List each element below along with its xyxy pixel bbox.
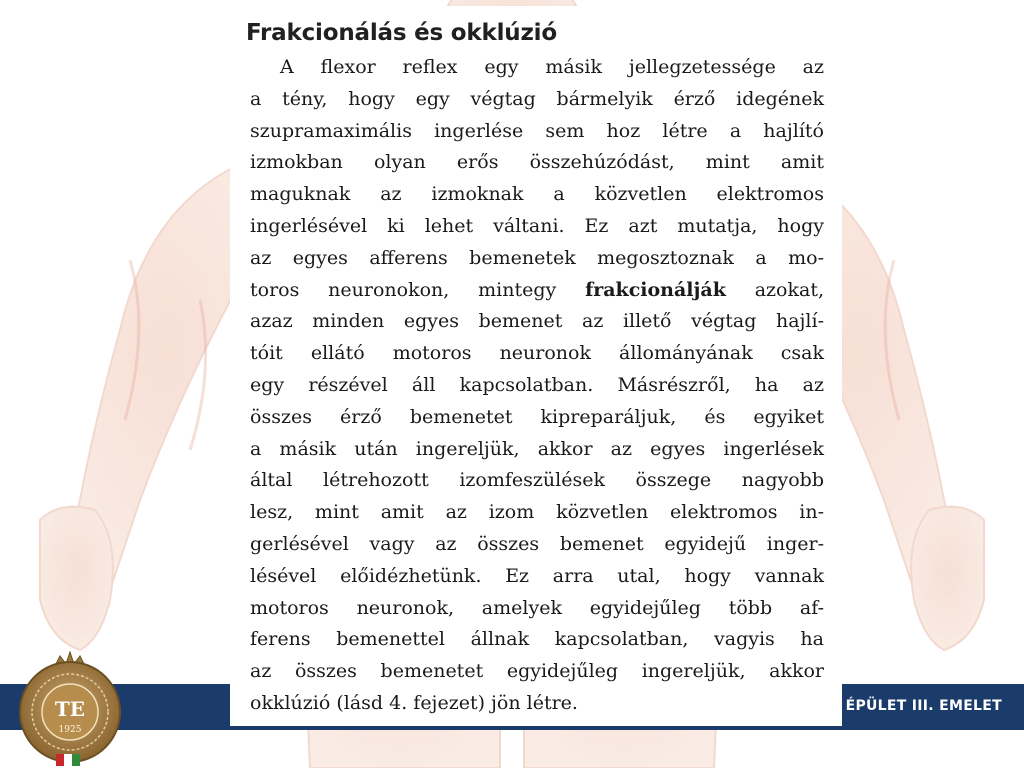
- seal-year: 1925: [58, 725, 82, 735]
- document-line: összes érző bemenetet kipreparáljuk, és egyiket: [250, 405, 824, 428]
- document-line: ferens bemenettel állnak kapcsolatban, vagyis ha: [250, 628, 824, 651]
- document-line: a másik után ingereljük, akkor az egyes ingerlések: [250, 437, 824, 460]
- seal-monogram: TE: [54, 697, 86, 721]
- document-line: motoros neuronok, amelyek egyidejűleg több af-: [250, 596, 824, 619]
- document-line: egy részével áll kapcsolatban. Másrészről, ha az: [250, 373, 824, 396]
- document-line: okklúzió (lásd 4. fejezet) jön létre.: [250, 691, 578, 714]
- document-line: az egyes afferens bemenetek megosztoznak a mo-: [250, 246, 824, 269]
- line-text: azokat,: [725, 278, 824, 301]
- document-line: ingerlésével ki lehet váltani. Ez azt mutatja, hogy: [250, 214, 824, 237]
- document-line: A flexor reflex egy másik jellegzetessége az: [280, 56, 824, 78]
- document-line: izmokban olyan erős összehúzódást, mint amit: [250, 151, 824, 174]
- location-label: ÉPÜLET III. EMELET: [845, 698, 1002, 714]
- document-title: Frakcionálás és okklúzió: [246, 20, 557, 46]
- document-line: szupramaximális ingerlése sem hoz létre a hajlító: [250, 119, 824, 142]
- document-line: tóit ellátó motoros neuronok állományának csak: [250, 342, 824, 365]
- line-text: toros neuronokon, mintegy: [250, 278, 586, 301]
- university-seal-icon: [16, 648, 124, 768]
- document-line: gerlésével vagy az összes bemenet egyidejű inger-: [250, 532, 824, 555]
- document-line: [250, 275, 824, 307]
- bold-term: frakcionálják: [585, 278, 726, 301]
- document-line: lesz, mint amit az izom közvetlen elektromos in-: [250, 501, 824, 524]
- document-line: azaz minden egyes bemenet az illető végtag hajlí-: [250, 310, 824, 333]
- document-line: lésével előidézhetünk. Ez arra utal, hogy vannak: [250, 564, 824, 587]
- document-line: maguknak az izmoknak a közvetlen elektromos: [250, 183, 824, 206]
- document-line: által létrehozott izomfeszülések összege nagyobb: [250, 469, 824, 492]
- document-line: a tény, hogy egy végtag bármelyik érző idegének: [250, 87, 824, 110]
- scanned-document-page: [230, 6, 842, 726]
- document-line: az összes bemenetet egyidejűleg ingereljük, akkor: [250, 660, 824, 683]
- document-body: [250, 52, 824, 720]
